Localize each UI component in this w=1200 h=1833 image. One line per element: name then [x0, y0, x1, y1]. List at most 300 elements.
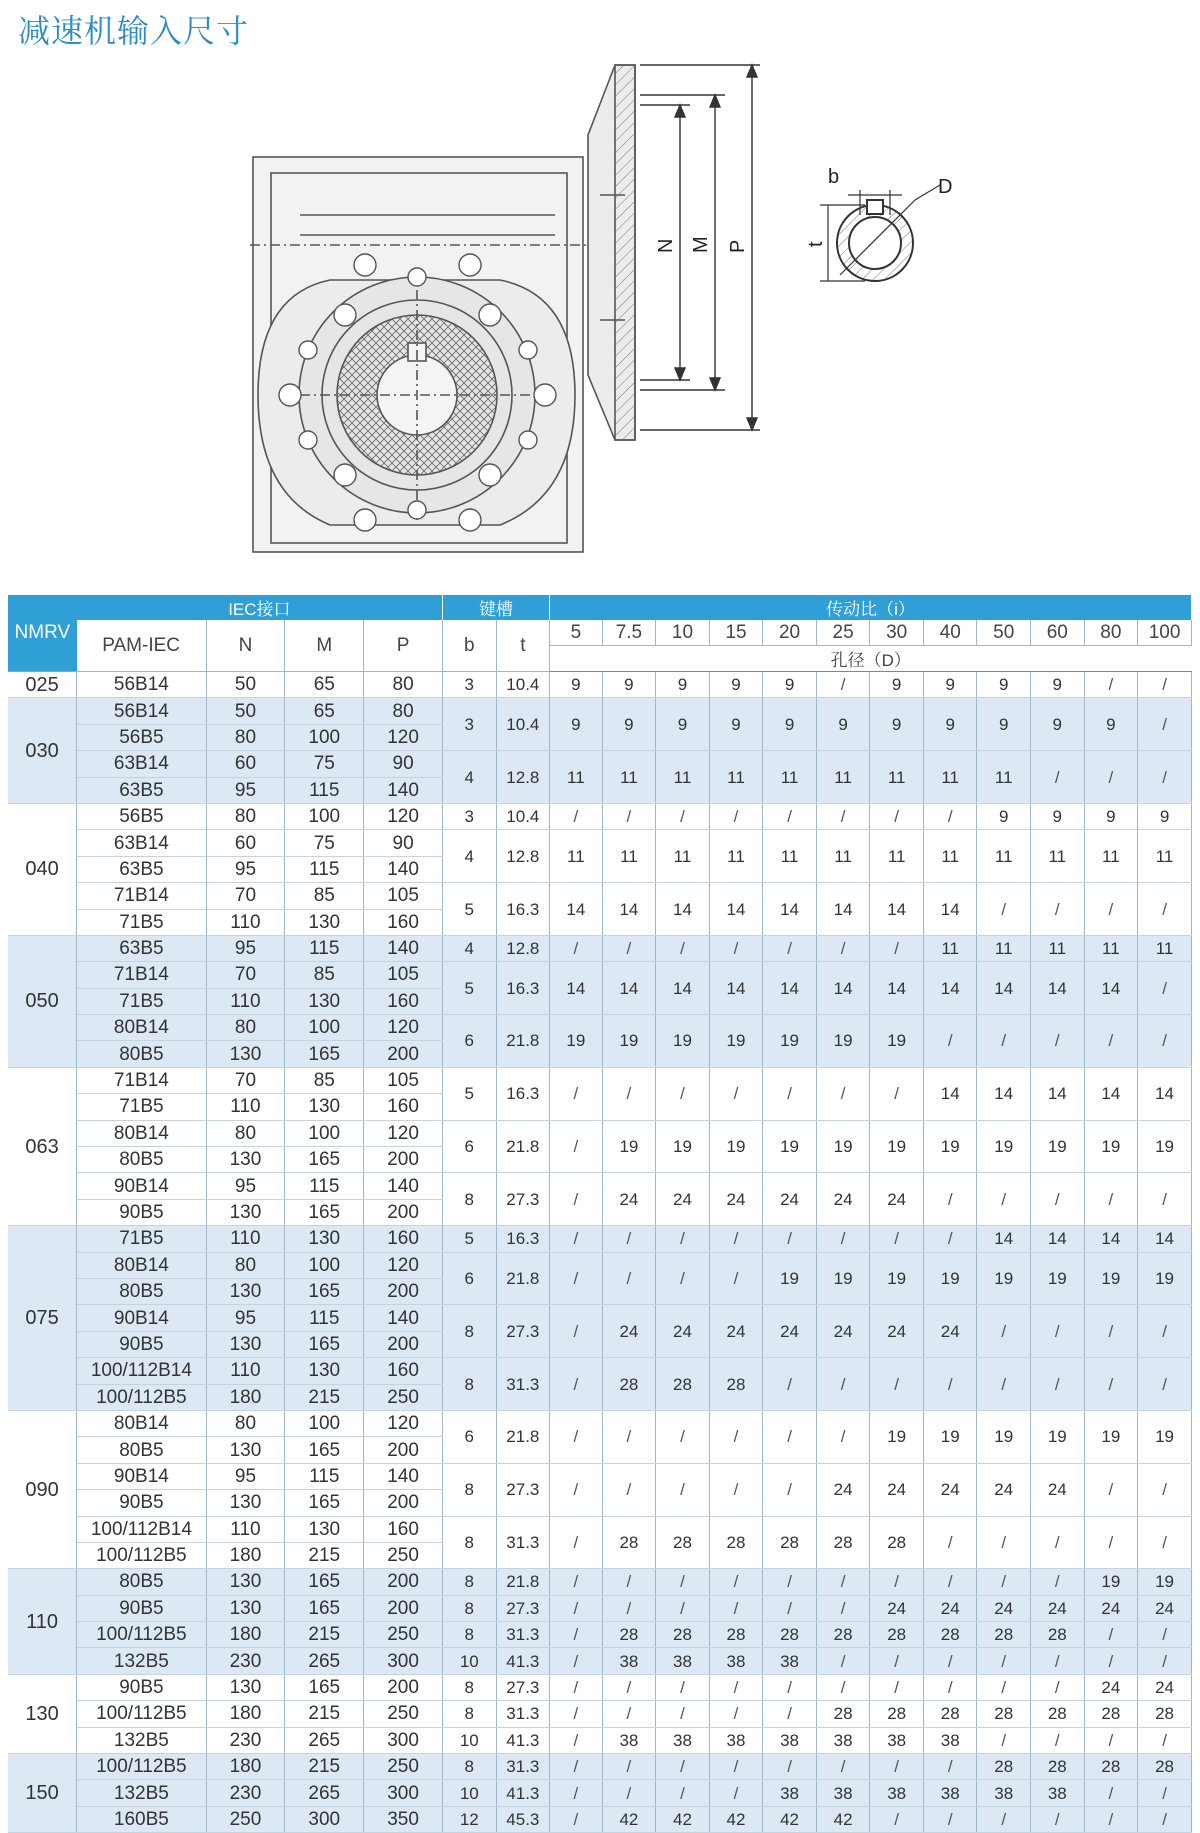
- cell-m: 115: [285, 1463, 364, 1489]
- table-row: [8, 1648, 1192, 1674]
- cell-bore-d: /: [1138, 1173, 1192, 1226]
- cell-bore-d: 11: [870, 830, 924, 883]
- cell-bore-d: /: [1084, 1806, 1138, 1832]
- cell-bore-d: 19: [763, 1015, 817, 1068]
- cell-pam-iec: 71B5: [77, 909, 206, 935]
- cell-bore-d: 11: [763, 830, 817, 883]
- cell-key-b: 8: [443, 1358, 497, 1411]
- cell-bore-d: /: [1031, 1648, 1085, 1674]
- cell-bore-d: /: [709, 1252, 763, 1305]
- header-ratio-value: 20: [763, 620, 817, 646]
- cell-bore-d: 28: [763, 1622, 817, 1648]
- cell-bore-d: /: [1138, 672, 1192, 698]
- cell-m: 215: [285, 1754, 364, 1780]
- cell-m: 115: [285, 1305, 364, 1331]
- cell-bore-d: /: [870, 1358, 924, 1411]
- cell-bore-d: 9: [977, 803, 1031, 829]
- cell-pam-iec: 90B5: [77, 1595, 206, 1621]
- cell-p: 250: [364, 1754, 443, 1780]
- cell-bore-d: 19: [870, 1252, 924, 1305]
- cell-bore-d: 38: [816, 1780, 870, 1806]
- cell-bore-d: 28: [816, 1516, 870, 1569]
- table-row: [8, 1305, 1192, 1331]
- cell-bore-d: /: [550, 1120, 603, 1173]
- cell-bore-d: /: [870, 1648, 924, 1674]
- cell-m: 100: [285, 803, 364, 829]
- cell-p: 140: [364, 1305, 443, 1331]
- cell-m: 165: [285, 1569, 364, 1595]
- cell-m: 115: [285, 856, 364, 882]
- cell-bore-d: /: [602, 935, 656, 961]
- cell-bore-d: 38: [763, 1648, 817, 1674]
- cell-bore-d: 24: [977, 1463, 1031, 1516]
- cell-key-b: 8: [443, 1622, 497, 1648]
- cell-key-b: 10: [443, 1780, 497, 1806]
- cell-p: 140: [364, 935, 443, 961]
- cell-bore-d: 14: [709, 962, 763, 1015]
- page-title: 减速机输入尺寸: [18, 12, 250, 50]
- cell-bore-d: 28: [1031, 1701, 1085, 1727]
- cell-bore-d: 9: [709, 672, 763, 698]
- cell-key-t: 27.3: [496, 1674, 550, 1700]
- cell-pam-iec: 90B14: [77, 1305, 206, 1331]
- cell-key-t: 31.3: [496, 1754, 550, 1780]
- cell-m: 165: [285, 1147, 364, 1173]
- cell-pam-iec: 80B5: [77, 1147, 206, 1173]
- cell-pam-iec: 80B5: [77, 1278, 206, 1304]
- cell-bore-d: 14: [977, 1067, 1031, 1120]
- cell-p: 200: [364, 1569, 443, 1595]
- cell-bore-d: /: [550, 1674, 603, 1700]
- cell-key-b: 5: [443, 1226, 497, 1252]
- cell-bore-d: 19: [1031, 1252, 1085, 1305]
- dimension-table: [8, 595, 1192, 1833]
- cell-bore-d: /: [656, 1780, 710, 1806]
- header-p: P: [364, 620, 443, 672]
- cell-n: 70: [206, 1067, 285, 1093]
- cell-nmrv-size: 040: [8, 803, 77, 935]
- cell-bore-d: 24: [870, 1305, 924, 1358]
- dim-label-p: P: [727, 239, 749, 253]
- cell-key-t: 27.3: [496, 1305, 550, 1358]
- cell-bore-d: 24: [816, 1305, 870, 1358]
- cell-m: 85: [285, 962, 364, 988]
- cell-bore-d: 38: [923, 1780, 977, 1806]
- cell-m: 130: [285, 1226, 364, 1252]
- cell-bore-d: /: [923, 1648, 977, 1674]
- cell-p: 200: [364, 1278, 443, 1304]
- cell-n: 80: [206, 724, 285, 750]
- table-row: [8, 1727, 1192, 1753]
- cell-bore-d: 38: [602, 1648, 656, 1674]
- header-keyway: 键槽: [443, 595, 550, 620]
- cell-bore-d: /: [1138, 698, 1192, 751]
- cell-bore-d: 11: [977, 935, 1031, 961]
- cell-bore-d: 19: [1031, 1410, 1085, 1463]
- cell-key-b: 6: [443, 1410, 497, 1463]
- cell-m: 100: [285, 724, 364, 750]
- cell-bore-d: /: [602, 1569, 656, 1595]
- cell-bore-d: /: [709, 1569, 763, 1595]
- cell-key-t: 21.8: [496, 1410, 550, 1463]
- cell-bore-d: /: [550, 1727, 603, 1753]
- cell-bore-d: 38: [602, 1727, 656, 1753]
- cell-pam-iec: 100/112B14: [77, 1358, 206, 1384]
- cell-n: 250: [206, 1806, 285, 1832]
- cell-m: 165: [285, 1278, 364, 1304]
- cell-bore-d: 19: [1138, 1120, 1192, 1173]
- reducer-drawing: [0, 55, 1200, 575]
- cell-nmrv-size: 075: [8, 1226, 77, 1411]
- cell-bore-d: /: [816, 1358, 870, 1411]
- cell-bore-d: 24: [923, 1595, 977, 1621]
- cell-bore-d: 14: [870, 883, 924, 936]
- cell-bore-d: /: [1084, 1173, 1138, 1226]
- cell-bore-d: 11: [602, 830, 656, 883]
- cell-bore-d: 38: [656, 1727, 710, 1753]
- cell-bore-d: /: [550, 1463, 603, 1516]
- cell-bore-d: /: [1138, 1727, 1192, 1753]
- cell-bore-d: 24: [1084, 1674, 1138, 1700]
- cell-key-t: 16.3: [496, 1226, 550, 1252]
- cell-pam-iec: 71B14: [77, 883, 206, 909]
- cell-bore-d: 19: [1138, 1569, 1192, 1595]
- dimension-table-container: [8, 595, 1192, 1833]
- cell-bore-d: /: [656, 1595, 710, 1621]
- cell-bore-d: /: [763, 1569, 817, 1595]
- cell-bore-d: /: [816, 1067, 870, 1120]
- cell-pam-iec: 80B14: [77, 1252, 206, 1278]
- cell-n: 80: [206, 1015, 285, 1041]
- cell-n: 130: [206, 1199, 285, 1225]
- table-row: [8, 883, 1192, 909]
- cell-bore-d: 11: [1138, 830, 1192, 883]
- cell-p: 250: [364, 1384, 443, 1410]
- cell-pam-iec: 71B5: [77, 1094, 206, 1120]
- cell-bore-d: 28: [977, 1754, 1031, 1780]
- cell-bore-d: /: [602, 1410, 656, 1463]
- cell-bore-d: /: [923, 1516, 977, 1569]
- cell-bore-d: /: [870, 803, 924, 829]
- cell-p: 200: [364, 1595, 443, 1621]
- cell-m: 130: [285, 909, 364, 935]
- cell-bore-d: 14: [1031, 1067, 1085, 1120]
- cell-bore-d: 14: [923, 1067, 977, 1120]
- cell-p: 140: [364, 1173, 443, 1199]
- cell-bore-d: 9: [1138, 803, 1192, 829]
- cell-pam-iec: 100/112B5: [77, 1754, 206, 1780]
- cell-bore-d: /: [816, 1648, 870, 1674]
- cell-bore-d: 19: [709, 1120, 763, 1173]
- cell-bore-d: 38: [977, 1780, 1031, 1806]
- cell-bore-d: 14: [656, 962, 710, 1015]
- cell-n: 130: [206, 1147, 285, 1173]
- cell-bore-d: 14: [1031, 1226, 1085, 1252]
- cell-bore-d: 14: [1084, 1067, 1138, 1120]
- cell-bore-d: 11: [763, 751, 817, 804]
- cell-bore-d: 19: [709, 1015, 763, 1068]
- cell-pam-iec: 56B14: [77, 698, 206, 724]
- cell-bore-d: 9: [550, 698, 603, 751]
- cell-bore-d: /: [550, 1516, 603, 1569]
- cell-bore-d: /: [656, 1226, 710, 1252]
- cell-bore-d: 19: [923, 1120, 977, 1173]
- cell-bore-d: 28: [870, 1622, 924, 1648]
- cell-bore-d: /: [923, 1173, 977, 1226]
- cell-bore-d: 38: [870, 1727, 924, 1753]
- cell-bore-d: 24: [602, 1305, 656, 1358]
- cell-key-b: 10: [443, 1727, 497, 1753]
- cell-bore-d: /: [763, 1674, 817, 1700]
- cell-bore-d: 19: [977, 1120, 1031, 1173]
- table-row: [8, 1701, 1192, 1727]
- cell-bore-d: /: [1138, 1622, 1192, 1648]
- cell-bore-d: 9: [602, 698, 656, 751]
- cell-bore-d: /: [550, 1226, 603, 1252]
- cell-m: 115: [285, 935, 364, 961]
- cell-bore-d: 38: [709, 1648, 763, 1674]
- cell-bore-d: /: [763, 1595, 817, 1621]
- cell-bore-d: /: [923, 1754, 977, 1780]
- cell-m: 75: [285, 830, 364, 856]
- cell-pam-iec: 56B5: [77, 724, 206, 750]
- cell-bore-d: 24: [709, 1305, 763, 1358]
- cell-pam-iec: 63B14: [77, 751, 206, 777]
- cell-bore-d: 28: [656, 1516, 710, 1569]
- header-ratio-value: 7.5: [602, 620, 656, 646]
- cell-bore-d: 11: [977, 830, 1031, 883]
- cell-bore-d: 28: [1084, 1701, 1138, 1727]
- flange-side: [588, 65, 635, 440]
- cell-bore-d: /: [923, 1015, 977, 1068]
- cell-key-t: 10.4: [496, 698, 550, 751]
- cell-bore-d: 11: [977, 751, 1031, 804]
- cell-bore-d: /: [1031, 1173, 1085, 1226]
- cell-key-t: 21.8: [496, 1252, 550, 1305]
- cell-bore-d: /: [816, 1410, 870, 1463]
- cell-bore-d: 38: [816, 1727, 870, 1753]
- cell-bore-d: 9: [923, 672, 977, 698]
- cell-m: 130: [285, 1516, 364, 1542]
- cell-key-t: 16.3: [496, 883, 550, 936]
- cell-n: 95: [206, 935, 285, 961]
- cell-key-b: 8: [443, 1173, 497, 1226]
- table-row: [8, 1410, 1192, 1436]
- cell-key-b: 6: [443, 1120, 497, 1173]
- cell-bore-d: /: [1084, 883, 1138, 936]
- cell-bore-d: 24: [816, 1173, 870, 1226]
- cell-n: 180: [206, 1384, 285, 1410]
- table-row: [8, 1226, 1192, 1252]
- cell-bore-d: 9: [550, 672, 603, 698]
- cell-m: 100: [285, 1410, 364, 1436]
- cell-bore-d: 19: [923, 1252, 977, 1305]
- cell-bore-d: 28: [816, 1701, 870, 1727]
- cell-bore-d: 19: [977, 1252, 1031, 1305]
- cell-key-t: 12.8: [496, 935, 550, 961]
- cell-bore-d: 11: [709, 830, 763, 883]
- cell-bore-d: /: [550, 1780, 603, 1806]
- cell-n: 180: [206, 1701, 285, 1727]
- cell-p: 250: [364, 1622, 443, 1648]
- cell-bore-d: /: [870, 1569, 924, 1595]
- cell-key-t: 21.8: [496, 1120, 550, 1173]
- cell-bore-d: 28: [1084, 1754, 1138, 1780]
- cell-key-b: 8: [443, 1569, 497, 1595]
- cell-n: 130: [206, 1278, 285, 1304]
- cell-bore-d: 14: [602, 883, 656, 936]
- cell-n: 80: [206, 803, 285, 829]
- cell-bore-d: /: [1138, 1648, 1192, 1674]
- cell-bore-d: 28: [870, 1516, 924, 1569]
- cell-m: 165: [285, 1437, 364, 1463]
- cell-bore-d: 19: [656, 1015, 710, 1068]
- cell-bore-d: 9: [656, 698, 710, 751]
- cell-pam-iec: 80B14: [77, 1410, 206, 1436]
- cell-bore-d: /: [923, 1569, 977, 1595]
- cell-m: 165: [285, 1674, 364, 1700]
- cell-bore-d: /: [816, 803, 870, 829]
- cell-bore-d: 14: [923, 962, 977, 1015]
- cell-bore-d: 19: [602, 1015, 656, 1068]
- cell-pam-iec: 63B5: [77, 777, 206, 803]
- cell-bore-d: 19: [1084, 1569, 1138, 1595]
- cell-bore-d: 38: [763, 1780, 817, 1806]
- cell-p: 120: [364, 803, 443, 829]
- cell-n: 130: [206, 1437, 285, 1463]
- cell-bore-d: /: [977, 1648, 1031, 1674]
- cell-pam-iec: 80B5: [77, 1437, 206, 1463]
- cell-bore-d: /: [763, 935, 817, 961]
- cell-bore-d: /: [550, 1622, 603, 1648]
- cell-bore-d: /: [550, 1595, 603, 1621]
- cell-bore-d: /: [923, 1674, 977, 1700]
- cell-bore-d: 14: [977, 962, 1031, 1015]
- cell-bore-d: 14: [602, 962, 656, 1015]
- header-n: N: [206, 620, 285, 672]
- cell-p: 140: [364, 777, 443, 803]
- cell-bore-d: 38: [870, 1780, 924, 1806]
- cell-m: 85: [285, 883, 364, 909]
- cell-bore-d: /: [977, 1305, 1031, 1358]
- table-row: [8, 751, 1192, 777]
- cell-pam-iec: 80B14: [77, 1015, 206, 1041]
- cell-p: 160: [364, 1226, 443, 1252]
- cell-bore-d: /: [1084, 1622, 1138, 1648]
- cell-n: 80: [206, 1410, 285, 1436]
- cell-bore-d: /: [709, 935, 763, 961]
- cell-bore-d: 38: [763, 1727, 817, 1753]
- cell-bore-d: /: [1031, 1674, 1085, 1700]
- cell-bore-d: /: [602, 1701, 656, 1727]
- cell-bore-d: 14: [870, 962, 924, 1015]
- cell-bore-d: /: [923, 1806, 977, 1832]
- cell-bore-d: 19: [656, 1120, 710, 1173]
- cell-bore-d: /: [709, 1067, 763, 1120]
- cell-m: 165: [285, 1490, 364, 1516]
- cell-key-t: 21.8: [496, 1569, 550, 1595]
- cell-pam-iec: 71B14: [77, 962, 206, 988]
- cell-m: 165: [285, 1595, 364, 1621]
- table-row: [8, 803, 1192, 829]
- cell-bore-d: 19: [1084, 1410, 1138, 1463]
- cell-bore-d: 11: [550, 830, 603, 883]
- cell-bore-d: 9: [1031, 672, 1085, 698]
- cell-bore-d: 28: [977, 1701, 1031, 1727]
- shaft-label-d: D: [938, 176, 953, 198]
- cell-key-t: 31.3: [496, 1622, 550, 1648]
- cell-bore-d: /: [656, 1252, 710, 1305]
- cell-key-b: 3: [443, 698, 497, 751]
- cell-bore-d: /: [602, 1754, 656, 1780]
- cell-nmrv-size: 130: [8, 1674, 77, 1753]
- cell-bore-d: /: [602, 1226, 656, 1252]
- cell-bore-d: /: [923, 1358, 977, 1411]
- cell-bore-d: /: [816, 1595, 870, 1621]
- cell-m: 115: [285, 1173, 364, 1199]
- cell-bore-d: /: [550, 1358, 603, 1411]
- cell-key-t: 31.3: [496, 1701, 550, 1727]
- cell-bore-d: 19: [1084, 1120, 1138, 1173]
- cell-bore-d: 19: [870, 1410, 924, 1463]
- cell-bore-d: /: [923, 803, 977, 829]
- cell-n: 130: [206, 1674, 285, 1700]
- cell-pam-iec: 100/112B5: [77, 1622, 206, 1648]
- cell-n: 70: [206, 962, 285, 988]
- cell-bore-d: 42: [816, 1806, 870, 1832]
- cell-bore-d: 38: [923, 1727, 977, 1753]
- cell-bore-d: /: [1084, 751, 1138, 804]
- cell-pam-iec: 71B5: [77, 988, 206, 1014]
- cell-bore-d: /: [1138, 1463, 1192, 1516]
- cell-p: 140: [364, 856, 443, 882]
- table-row: [8, 1120, 1192, 1146]
- cell-key-b: 8: [443, 1701, 497, 1727]
- cell-bore-d: 9: [977, 698, 1031, 751]
- cell-nmrv-size: 025: [8, 672, 77, 698]
- cell-bore-d: /: [550, 1173, 603, 1226]
- cell-bore-d: 28: [709, 1516, 763, 1569]
- table-row: [8, 1516, 1192, 1542]
- cell-bore-d: /: [550, 1067, 603, 1120]
- cell-n: 110: [206, 1516, 285, 1542]
- table-row: [8, 830, 1192, 856]
- cell-pam-iec: 100/112B5: [77, 1542, 206, 1568]
- cell-bore-d: /: [550, 1701, 603, 1727]
- cell-m: 215: [285, 1622, 364, 1648]
- cell-bore-d: /: [870, 1754, 924, 1780]
- cell-bore-d: 28: [923, 1701, 977, 1727]
- cell-m: 300: [285, 1806, 364, 1832]
- cell-m: 65: [285, 672, 364, 698]
- cell-pam-iec: 90B5: [77, 1674, 206, 1700]
- cell-bore-d: 19: [816, 1252, 870, 1305]
- cell-m: 100: [285, 1252, 364, 1278]
- cell-m: 265: [285, 1727, 364, 1753]
- cell-pam-iec: 90B5: [77, 1490, 206, 1516]
- cell-pam-iec: 90B5: [77, 1199, 206, 1225]
- cell-pam-iec: 63B14: [77, 830, 206, 856]
- cell-bore-d: 14: [550, 883, 603, 936]
- cell-key-t: 27.3: [496, 1463, 550, 1516]
- cell-key-b: 8: [443, 1516, 497, 1569]
- cell-bore-d: 28: [602, 1358, 656, 1411]
- table-row: [8, 1674, 1192, 1700]
- cell-bore-d: 28: [1138, 1754, 1192, 1780]
- header-bore: 孔径（D）: [550, 646, 1192, 672]
- cell-bore-d: /: [602, 1595, 656, 1621]
- cell-p: 120: [364, 1120, 443, 1146]
